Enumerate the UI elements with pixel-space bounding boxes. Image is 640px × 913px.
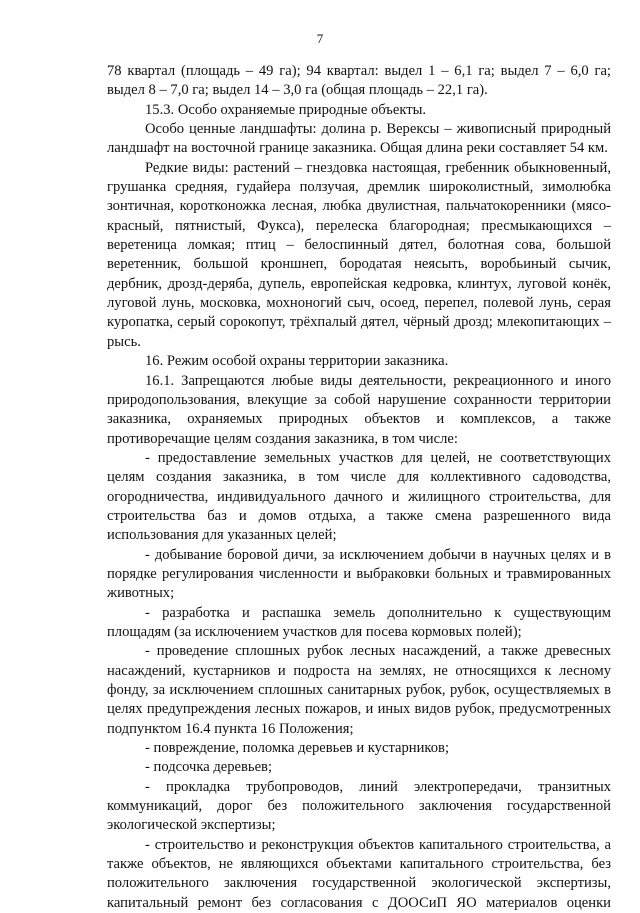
section-heading: 15.3. Особо охраняемые природные объекты. <box>145 101 427 118</box>
list-item: - разработка и распашка земель дополнительно к существующим площадям (за исключением участков для посева кормовых полей); <box>107 604 611 640</box>
list-item: - проведение сплошных рубок лесных насаждений, а также древесных насаждений, кустарников и подроста на землях, не относящихся к лесному фонду, за исключением сплошных санитарных рубок, рубок, осуществляемых в целях предупреждения лесных пожаров, и иных видов рубок, предусмотренных подпунктом 16.4 пункта 16 Положения; <box>107 643 611 737</box>
document-body <box>107 62 611 913</box>
list-item: - строительство и реконструкция объектов капитального строительства, а также объектов, не являющихся объектами капитального строительства, без положительного заключения государственной экологической экспертизы, капитальный ремонт без согласования с ДООСиП ЯО материалов оценки <box>107 836 611 911</box>
list-item: - повреждение, поломка деревьев и кустарников; <box>145 740 450 757</box>
paragraph: Редкие виды: растений – гнездовка настоящая, гребенник обыкновенный, грушанка средняя, гудайера ползучая, дремлик широколистный, зимолюбка зонтичная, коротконожка лесная, любка двулистная, пальчатокоренники (мясо-красный, пятнистый, Фукса), перелеска благородная; пресмыкающихся – веретеница ломкая; птиц – белоспинный дятел, болотная сова, большой веретенник, большой кроншнеп, бородатая неясыть, воробьиный сычик, дербник, дрозд-деряба, дупель, европейская кедровка, клинтух, луговой конёк, луговой лунь, московка, мохноногий сыч, осоед, перепел, полевой лунь, серая куропатка, серый сорокопут, трёхпалый дятел, чёрный дрозд; млекопитающих – рысь. <box>107 159 611 350</box>
paragraph: Особо ценные ландшафты: долина р. Верексы – живописный природный ландшафт на восточной границе заказника. Общая длина реки составляет 54 км. <box>107 121 611 157</box>
list-item: - предоставление земельных участков для целей, не соответствующих целям создания заказника, в том числе для коллективного садоводства, огородничества, индивидуального дачного и жилищного строительства, для строительства баз и домов отдыха, а также смена разрешенного вида использования для указанных целей; <box>107 449 611 544</box>
page-number: 7 <box>316 31 324 46</box>
list-item: - подсочка деревьев; <box>145 759 272 776</box>
paragraph: 78 квартал (площадь – 49 га); 94 квартал: выдел 1 – 6,1 га; выдел 7 – 6,0 га; выдел 8 – 7,0 га; выдел 14 – 3,0 га (общая площадь – 22,1 га). <box>107 63 611 99</box>
paragraph: 16.1. Запрещаются любые виды деятельности, рекреационного и иного природопользования, влекущие за собой нарушение сохранности территории заказника, охраняемых природных объектов и комплексов, а также противоречащие целям создания заказника, в том числе: <box>107 372 611 447</box>
section-heading: 16. Режим особой охраны территории заказника. <box>145 353 449 370</box>
list-item: - добывание боровой дичи, за исключением добычи в научных целях и в порядке регулирования численности и выбраковки больных и травмированных животных; <box>107 546 611 602</box>
list-item: - прокладка трубопроводов, линий электропередачи, транзитных коммуникаций, дорог без положительного заключения государственной экологической экспертизы; <box>107 778 611 834</box>
